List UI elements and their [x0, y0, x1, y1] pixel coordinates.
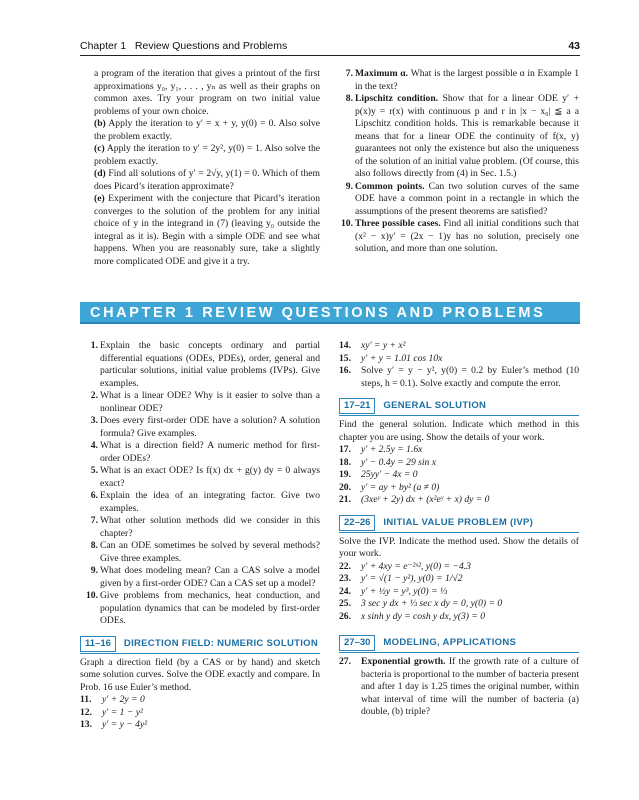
running-header [80, 40, 287, 52]
equation: 25yy′ − 4x = 0 [361, 469, 418, 480]
equation: y′ = y − 4y² [102, 719, 148, 730]
question-1 [90, 340, 320, 390]
part-e [94, 193, 320, 268]
problem-14 [339, 340, 579, 353]
question-2 [90, 390, 320, 415]
question-7 [90, 515, 320, 540]
section-title: GENERAL SOLUTION [383, 400, 487, 411]
part-text: Experiment with the conjecture that Picard’s iteration converges to the solution of the problem for any initial choice of y in the integrand in (7) (leaving y₀ outside the integral as it is). Begin with a simple ODE and see what happens. When you are reasonably sure, take a slightly more complicated ODE and give it a try. [94, 193, 320, 267]
problem-text: Find all initial conditions such that (x² − x)y′ = (2x − 1)y has no solution, precisely one solution, and more than one solution. [355, 218, 579, 254]
problem-number: 20. [339, 481, 351, 493]
part-c [94, 143, 320, 168]
problem-18 [339, 457, 579, 470]
section-rule [339, 532, 579, 533]
problem-number: 15. [339, 352, 351, 364]
part-b [94, 118, 320, 143]
question-text: What does modeling mean? Can a CAS solve a model given by a first-order ODE? Can a CAS set up a model? [100, 565, 320, 589]
question-10 [86, 590, 320, 628]
question-5 [90, 465, 320, 490]
problem-9 [345, 180, 580, 219]
part-label: (e) [94, 193, 105, 204]
section-title: INITIAL VALUE PROBLEM (IVP) [383, 516, 534, 528]
equation: y′ + 4xy = e⁻²ˣ², y(0) = −4.3 [361, 560, 471, 572]
question-text: What is an exact ODE? Is f(x) dx + g(y) dy = 0 always exact? [100, 465, 320, 489]
header-rule [80, 55, 580, 56]
equation: y′ = ay + by² (a ≠ 0) [361, 481, 440, 493]
question-number: 8. [90, 540, 98, 551]
part-label: (d) [94, 168, 106, 179]
question-3 [90, 415, 320, 440]
question-number: 4. [90, 440, 98, 451]
part-text: Apply the iteration to y′ = 2y², y(0) = 1. Also solve the problem exactly. [94, 143, 320, 167]
problem-27 [339, 656, 579, 719]
problem-number: 18. [339, 456, 351, 468]
equation: y′ = √(1 − y²), y(0) = 1/√2 [361, 573, 463, 584]
problem-17 [339, 444, 579, 457]
problem-number: 22. [339, 560, 351, 572]
equation: y′ + 2y = 0 [102, 694, 145, 705]
header-section: Review Questions and Problems [134, 40, 288, 52]
question-8 [90, 540, 320, 565]
page-number: 43 [568, 40, 580, 52]
part-label: (b) [94, 118, 106, 129]
problem-title: Common points. [355, 180, 425, 192]
equation: Solve y′ = y − y², y(0) = 0.2 by Euler’s method (10 steps, h = 0.1). Solve exactly and compute the error. [361, 365, 579, 389]
section-title: DIRECTION FIELD: NUMERIC SOLUTION [123, 637, 318, 649]
section-rule [339, 652, 579, 653]
part-text: Apply the iteration to y′ = x + y, y(0) = 0. Also solve the problem exactly. [94, 118, 320, 142]
section-range: 11–16 [80, 636, 116, 652]
problem-number: 26. [339, 610, 351, 622]
problem-text: If the growth rate of a culture of bacteria is proportional to the number of bacteria present and after 1 day is 1.25 times the original number, within what interval of time will the number of bacteria (a) double, (b) triple? [361, 656, 580, 717]
section-instructions: Find the general solution. Indicate which method in this chapter you are using. Show the details of your work. [339, 419, 579, 443]
problem-24 [339, 586, 579, 599]
section-instructions: Graph a direction field (by a CAS or by hand) and sketch some solution curves. Solve the ODE exactly and compare. In Prob. 16 use Euler’s method. [80, 656, 320, 693]
question-text: Can an ODE sometimes be solved by several methods? Give three examples. [100, 540, 320, 564]
equation: x sinh y dy = cosh y dx, y(3) = 0 [361, 610, 486, 622]
problem-number: 13. [80, 719, 92, 730]
question-text: Explain the idea of an integrating factor. Give two examples. [100, 490, 320, 514]
problem-16 [339, 365, 579, 390]
problem-26 [339, 611, 579, 624]
equation: y′ − 0.4y = 29 sin x [361, 456, 436, 468]
question-number: 6. [90, 490, 98, 501]
problem-title: Lipschitz condition. [355, 93, 439, 104]
section-range: 17–21 [339, 398, 375, 414]
part-d [94, 168, 320, 193]
problem-11 [80, 694, 320, 707]
question-text: What other solution methods did we consider in this chapter? [100, 515, 320, 539]
bottom-right-column [339, 340, 579, 719]
section-heading-22-26 [339, 515, 579, 531]
equation: y′ = 1 − y² [102, 706, 143, 718]
problem-19 [339, 469, 579, 482]
question-number: 2. [90, 390, 98, 401]
question-number: 3. [90, 415, 98, 426]
problem-6-continuation: a program of the iteration that gives a printout of the first approximations y₀, y₁, . . . , yₙ as well as their graphs on common axes. Try your program on two initial value problems of your own choice. [94, 68, 320, 117]
problem-number: 10. [341, 218, 353, 229]
problem-title: Maximum α. [355, 68, 409, 79]
question-text: Explain the basic concepts ordinary and partial differential equations (ODEs, PDEs), order, general and particular solutions, initial value problems (IVPs). Give examples. [100, 340, 320, 389]
problem-number: 16. [339, 365, 351, 376]
problem-12 [80, 707, 320, 720]
question-number: 7. [90, 515, 98, 526]
problem-title: Three possible cases. [355, 218, 441, 229]
problem-23 [339, 573, 579, 586]
problem-number: 11. [80, 694, 92, 705]
section-instructions: Solve the IVP. Indicate the method used. Show the details of your work. [339, 535, 579, 559]
problem-8 [345, 93, 579, 181]
review-banner [80, 302, 580, 324]
problem-number: 19. [339, 469, 351, 480]
problem-number: 7. [345, 68, 353, 79]
section-range: 22–26 [339, 515, 375, 531]
problem-13 [80, 719, 320, 732]
equation: y′ + ½y = y³, y(0) = ⅓ [361, 585, 448, 597]
problem-title: Exponential growth. [361, 656, 446, 667]
equation: y′ + y = 1.01 cos 10x [361, 352, 443, 364]
problem-number: 17. [339, 444, 351, 455]
problem-15 [339, 353, 579, 366]
question-number: 10. [86, 590, 98, 601]
question-number: 9. [90, 565, 98, 576]
equation: xy′ = y + x² [361, 340, 406, 351]
problem-number: 9. [345, 180, 353, 192]
section-heading-27-30 [339, 635, 579, 651]
problem-text: What is the largest possible α in Example 1 in the text? [355, 68, 579, 92]
part-label: (c) [94, 143, 105, 154]
problem-number: 23. [339, 573, 351, 584]
section-heading-11-16 [80, 636, 320, 652]
problem-25 [339, 598, 579, 611]
problem-20 [339, 482, 579, 495]
problem-text: Show that for a linear ODE y′ + p(x)y = r(x) with continuous p and r in |x − x₀| ≦ a a Lipschitz condition holds. This is remarkable because it means that for a linear ODE the continuity of f(x, y) guarantees not only the existence but also the uniqueness of the solution of an initial value problem. (Of course, this also follows directly from (4) in Sec. 1.5.) [355, 93, 579, 179]
problem-number: 12. [80, 706, 92, 718]
question-text: Does every first-order ODE have a solution? A solution formula? Give examples. [100, 415, 320, 439]
question-4 [90, 440, 320, 465]
equation: 3 sec y dx + ⅓ sec x dy = 0, y(0) = 0 [361, 598, 503, 609]
section-rule [80, 653, 320, 654]
question-9 [90, 565, 320, 590]
problem-number: 8. [345, 93, 353, 104]
problem-text: Can two solution curves of the same ODE have a common point in a rectangle in which the assumptions of the present theorems are satisfied? [355, 180, 580, 217]
problem-number: 14. [339, 340, 351, 351]
bottom-left-column [80, 340, 320, 732]
section-heading-17-21 [339, 398, 579, 414]
equation: (3xeʸ + 2y) dx + (x²eʸ + x) dy = 0 [361, 494, 490, 505]
problem-number: 21. [339, 494, 351, 505]
question-number: 5. [90, 465, 98, 476]
question-6 [90, 490, 320, 515]
review-questions [80, 340, 320, 628]
question-text: What is a direction field? A numeric method for first-order ODEs? [100, 440, 320, 464]
question-text: What is a linear ODE? Why is it easier to solve than a nonlinear ODE? [100, 390, 320, 414]
question-text: Give problems from mechanics, heat conduction, and population dynamics that can be modeled by first-order ODEs. [100, 590, 320, 626]
top-left-column [94, 68, 320, 268]
problem-22 [339, 561, 579, 574]
equation: y′ + 2.5y = 1.6x [361, 444, 423, 455]
section-title: MODELING, APPLICATIONS [383, 637, 517, 648]
header-chapter: Chapter 1 [80, 40, 127, 52]
part-text: Find all solutions of y′ = 2√y, y(1) = 0. Which of them does Picard’s iteration approximate? [94, 168, 320, 192]
question-number: 1. [90, 340, 98, 351]
problem-7 [345, 68, 579, 93]
problem-number: 27. [339, 656, 351, 667]
problem-number: 25. [339, 598, 351, 609]
problem-10 [341, 218, 579, 256]
problem-21 [339, 494, 579, 507]
review-title: CHAPTER 1 REVIEW QUESTIONS AND PROBLEMS [90, 305, 546, 321]
section-range: 27–30 [339, 635, 375, 651]
problem-body [339, 656, 579, 719]
problem-number: 24. [339, 585, 351, 597]
top-right-column [341, 68, 580, 256]
section-rule [339, 415, 579, 416]
